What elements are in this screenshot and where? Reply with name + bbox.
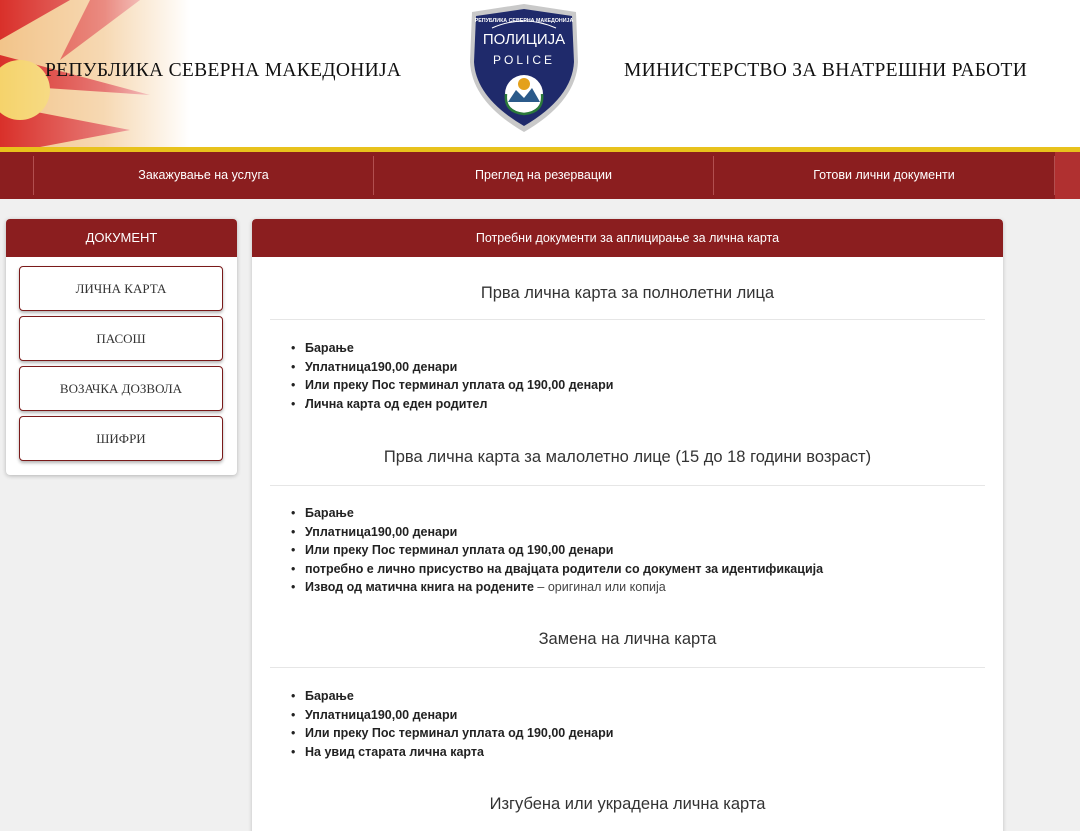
list-item: • Или преку Пос терминал уплата од 190,00 денари	[291, 724, 613, 743]
nav-item-reservations[interactable]: Преглед на резервации	[475, 168, 612, 182]
list-item: • потребно е лично присуство на двајцата родители со документ за идентификација	[291, 560, 823, 579]
section-title: Прва лична карта за малолетно лице (15 до 18 години возраст)	[383, 448, 872, 466]
sidebar-title: ДОКУМЕНТ	[6, 219, 237, 257]
list-item: • Или преку Пос терминал уплата од 190,00 денари	[291, 541, 823, 560]
svg-text:ПОЛИЦИЈА: ПОЛИЦИЈА	[482, 31, 566, 48]
sidebar-item-id-card[interactable]: ЛИЧНА КАРТА	[19, 266, 223, 311]
header-country-title: РЕПУБЛИКА СЕВЕРНА МАКЕДОНИЈА	[45, 60, 402, 81]
section-divider	[270, 319, 985, 320]
list-item: • Барање	[291, 687, 613, 706]
list-item: • Уплатница190,00 денари	[291, 358, 613, 377]
panel-title: Потребни документи за аплицирање за лична карта	[252, 219, 1003, 257]
requirements-list	[291, 504, 823, 597]
sidebar-item-passport[interactable]: ПАСОШ	[19, 316, 223, 361]
list-item: • Уплатница190,00 денари	[291, 523, 823, 542]
nav-item-ready-documents[interactable]: Готови лични документи	[813, 168, 955, 182]
sidebar-item-driving-license[interactable]: ВОЗАЧКА ДОЗВОЛА	[19, 366, 223, 411]
section-title: Изгубена или украдена лична карта	[489, 795, 766, 813]
requirements-list	[291, 339, 613, 413]
sidebar-item-codes[interactable]: ШИФРИ	[19, 416, 223, 461]
list-item-note: – оригинал или копија	[533, 580, 666, 594]
nav-end-block	[1055, 152, 1080, 199]
list-item: • На увид старата лична карта	[291, 743, 613, 762]
nav-item-book-service[interactable]: Закажување на услуга	[138, 168, 269, 182]
document-sidebar	[6, 219, 237, 475]
section-title: Прва лична карта за полнолетни лица	[480, 284, 775, 302]
list-item-text: Извод од матична книга на родените	[305, 580, 534, 594]
list-item: • Барање	[291, 504, 823, 523]
site-header	[0, 0, 1080, 147]
section-divider	[270, 667, 985, 668]
section-title: Замена на лична карта	[538, 630, 717, 648]
requirements-list	[291, 687, 613, 761]
requirements-panel	[252, 219, 1003, 831]
svg-text:РЕПУБЛИКА СЕВЕРНА МАКЕДОНИЈА: РЕПУБЛИКА СЕВЕРНА МАКЕДОНИЈА	[474, 18, 574, 24]
police-badge-logo[interactable]	[464, 2, 584, 134]
list-item: • Барање	[291, 339, 613, 358]
section-divider	[270, 485, 985, 486]
list-item: • Лична карта од еден родител	[291, 395, 613, 414]
main-navbar	[0, 152, 1080, 199]
svg-text:POLICE: POLICE	[492, 53, 556, 67]
list-item: • Или преку Пос терминал уплата од 190,00 денари	[291, 376, 613, 395]
list-item: • Уплатница190,00 денари	[291, 706, 613, 725]
header-ministry-title: МИНИСТЕРСТВО ЗА ВНАТРЕШНИ РАБОТИ	[624, 60, 1028, 81]
list-item	[291, 578, 823, 597]
